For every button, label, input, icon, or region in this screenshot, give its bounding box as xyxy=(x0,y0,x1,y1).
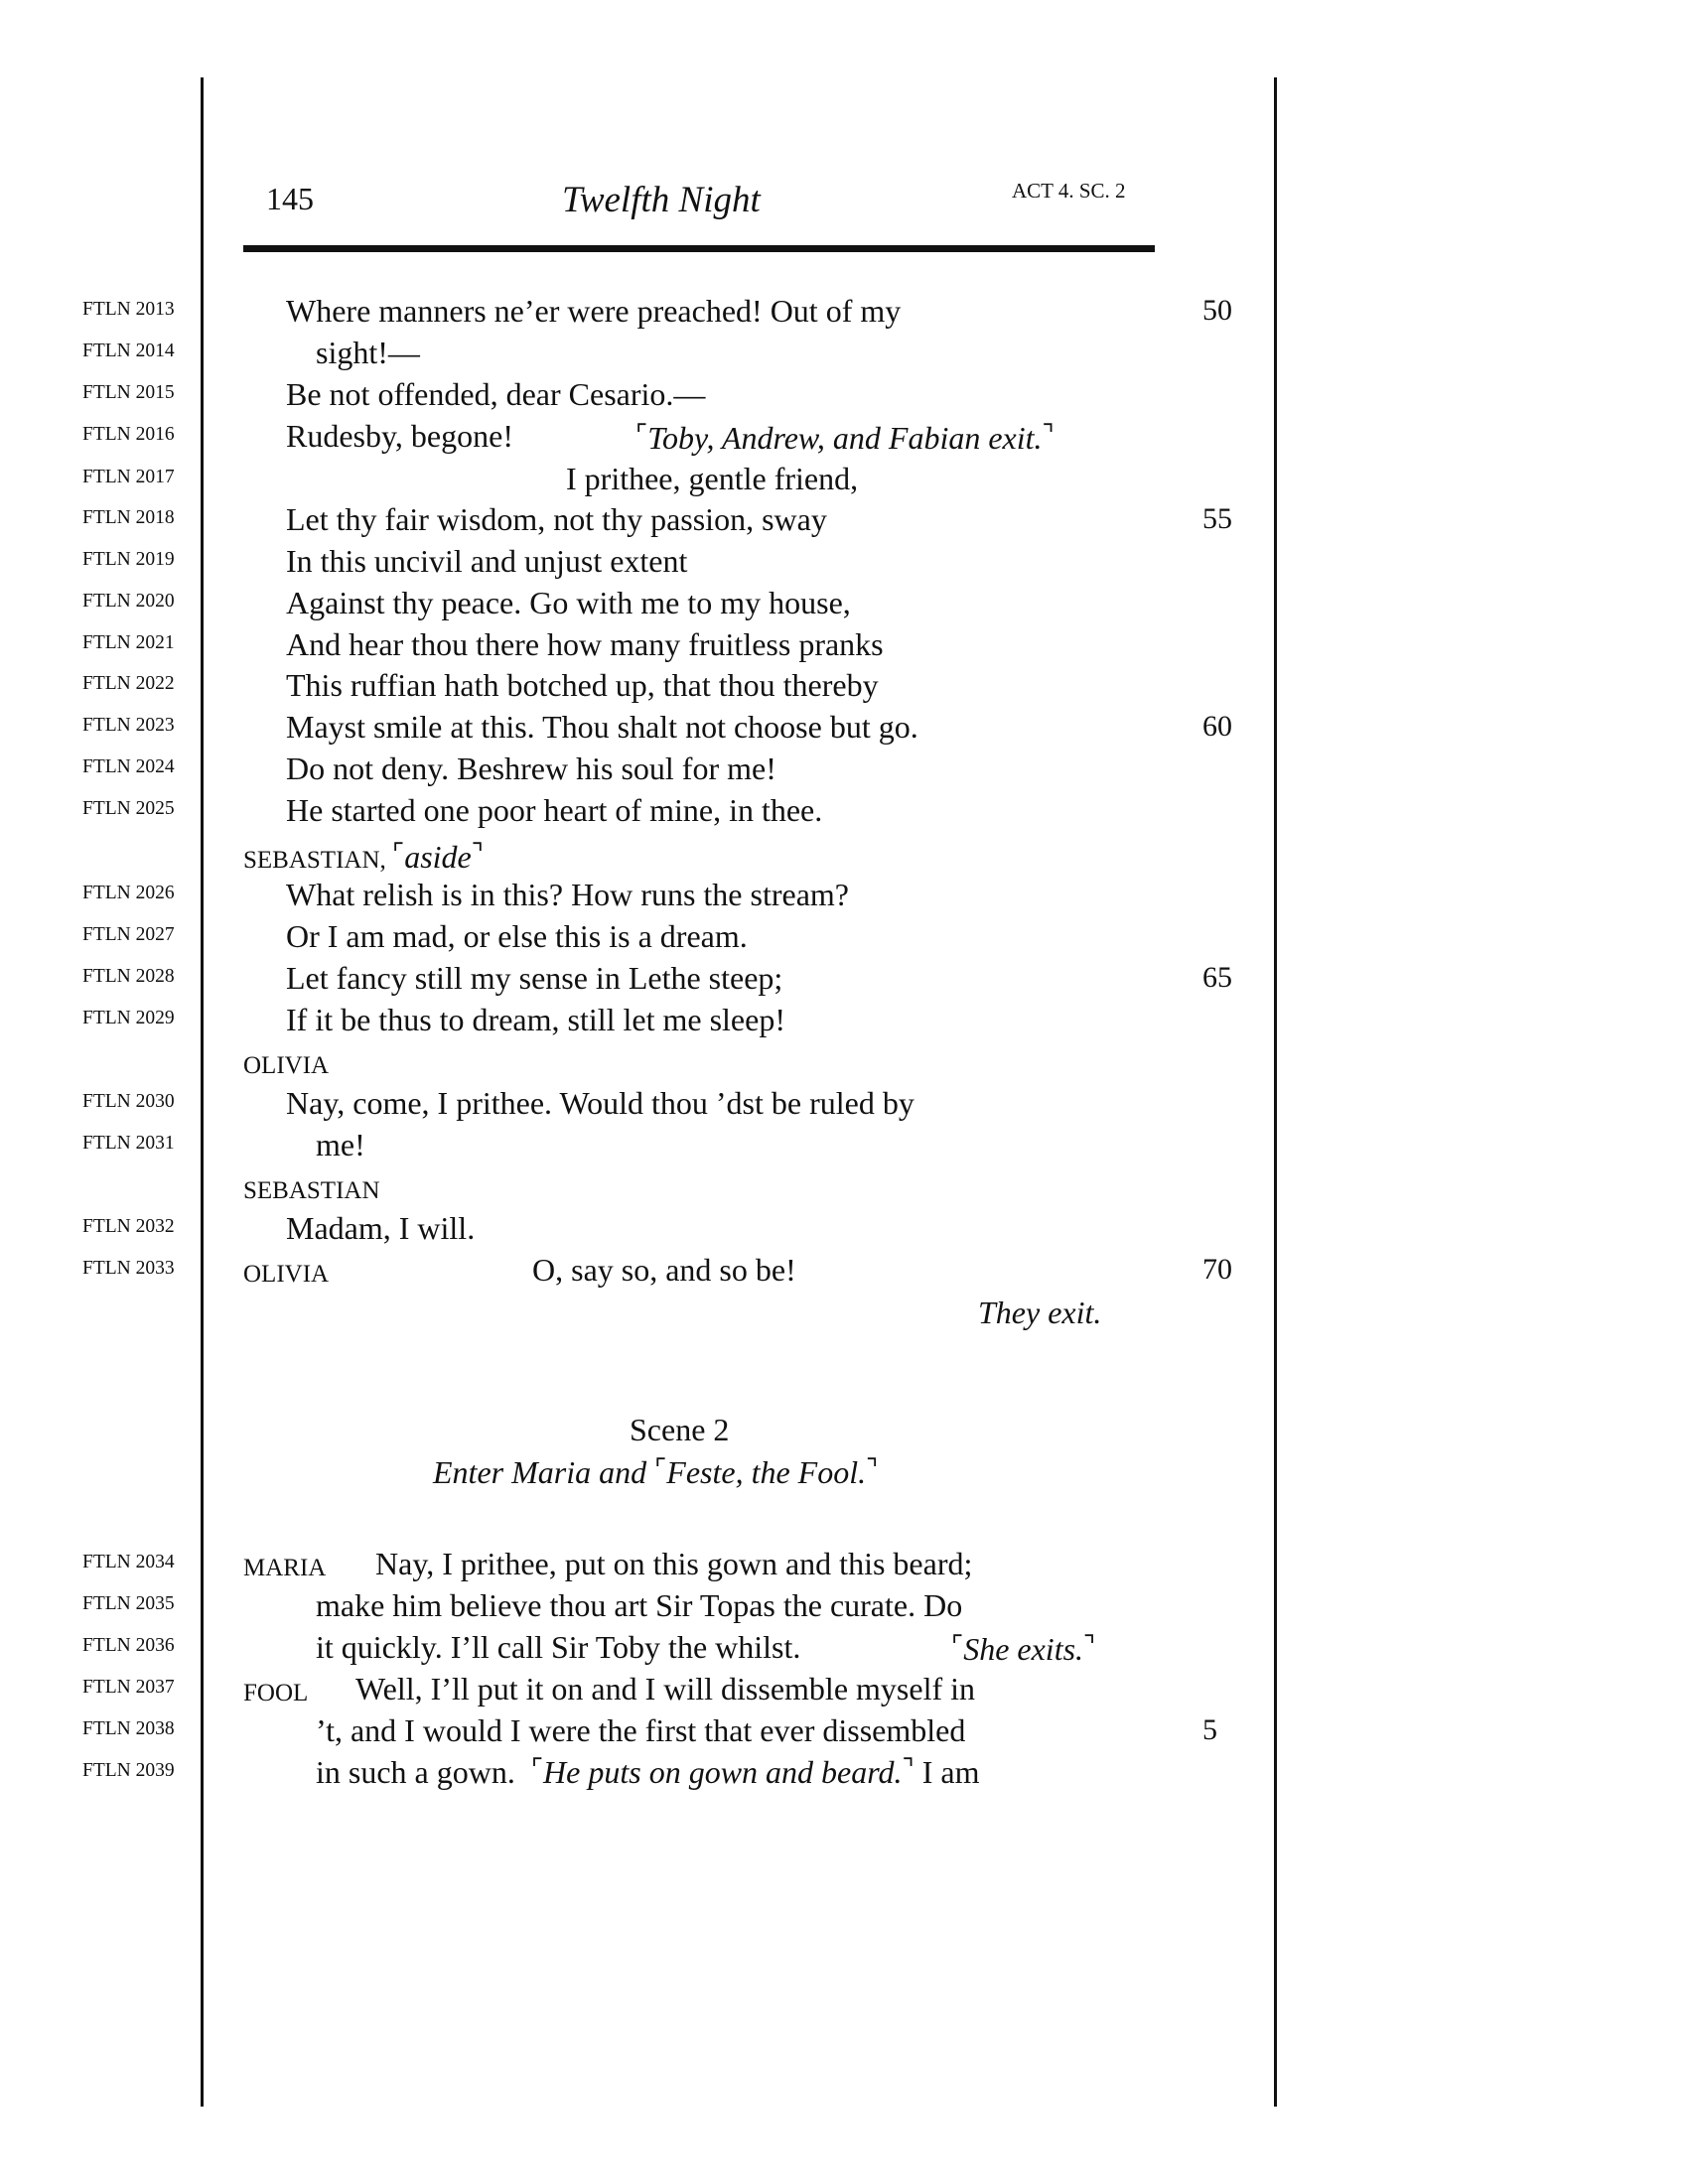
verse-line: sight!— xyxy=(316,335,420,370)
line-number: 65 xyxy=(1202,961,1232,994)
prose-line: it quickly. I’ll call Sir Toby the whilst. xyxy=(316,1629,801,1665)
ftln-label: FTLN 2032 xyxy=(82,1216,175,1237)
verse-line: Do not deny. Beshrew his soul for me! xyxy=(286,751,776,786)
bracket-close: ⌝ xyxy=(1042,420,1055,449)
verse-line: Let fancy still my sense in Lethe steep; xyxy=(286,960,783,996)
prose-line: Well, I’ll put it on and I will dissemble myself in xyxy=(355,1671,975,1706)
ftln-label: FTLN 2025 xyxy=(82,798,175,819)
ftln-label: FTLN 2020 xyxy=(82,591,175,612)
scene-heading: Scene 2 xyxy=(630,1412,730,1447)
ftln-label: FTLN 2015 xyxy=(82,382,175,403)
ftln-label: FTLN 2016 xyxy=(82,424,175,445)
left-margin-rule xyxy=(201,77,204,2107)
verse-line: What relish is in this? How runs the stream? xyxy=(286,877,849,912)
right-margin-rule xyxy=(1274,77,1277,2107)
stage-direction-exit: They exit. xyxy=(978,1295,1102,1330)
ftln-label: FTLN 2018 xyxy=(82,507,175,528)
speaker-maria: MARIA xyxy=(243,1555,327,1581)
line-number: 55 xyxy=(1202,502,1232,535)
verse-line: Or I am mad, or else this is a dream. xyxy=(286,918,748,954)
ftln-label: FTLN 2024 xyxy=(82,756,175,777)
ftln-label: FTLN 2039 xyxy=(82,1760,175,1781)
act-scene-label: ACT 4. SC. 2 xyxy=(1012,179,1126,203)
bracket-open: ⌜ xyxy=(635,420,648,449)
ftln-label: FTLN 2028 xyxy=(82,966,175,987)
ftln-label: FTLN 2036 xyxy=(82,1635,175,1656)
speaker-olivia: OLIVIA xyxy=(243,1052,330,1079)
page-number: 145 xyxy=(266,181,314,216)
verse-line: If it be thus to dream, still let me sleep! xyxy=(286,1002,785,1037)
verse-line: Nay, come, I prithee. Would thou ’dst be ruled by xyxy=(286,1085,914,1121)
verse-line: O, say so, and so be! xyxy=(532,1252,796,1288)
ftln-label: FTLN 2017 xyxy=(82,467,175,487)
verse-line: Rudesby, begone! xyxy=(286,418,513,454)
prose-line: in such a gown. ⌜He puts on gown and beard.⌝ I am xyxy=(316,1754,980,1790)
stage-direction-aside: ⌜aside⌝ xyxy=(392,839,484,875)
verse-line: And hear thou there how many fruitless pranks xyxy=(286,626,884,662)
line-number: 50 xyxy=(1202,294,1232,327)
speaker-sebastian: SEBASTIAN xyxy=(243,1177,380,1204)
verse-line: me! xyxy=(316,1127,365,1162)
speaker-sebastian: SEBASTIAN, ⌜aside⌝ xyxy=(243,839,484,875)
line-number: 70 xyxy=(1202,1253,1232,1286)
verse-line: Mayst smile at this. Thou shalt not choose but go. xyxy=(286,709,918,745)
verse-line: He started one poor heart of mine, in thee. xyxy=(286,792,823,828)
verse-line: Let thy fair wisdom, not thy passion, sway xyxy=(286,501,827,537)
stage-direction: ⌜She exits.⌝ xyxy=(951,1631,1096,1667)
prose-line: ’t, and I would I were the first that ever dissembled xyxy=(316,1712,966,1748)
verse-line: This ruffian hath botched up, that thou thereby xyxy=(286,667,879,703)
ftln-label: FTLN 2035 xyxy=(82,1593,175,1614)
stage-direction: ⌜He puts on gown and beard.⌝ xyxy=(530,1754,914,1790)
page-title: Twelfth Night xyxy=(562,180,761,220)
ftln-label: FTLN 2029 xyxy=(82,1008,175,1028)
verse-line: I prithee, gentle friend, xyxy=(566,461,859,496)
ftln-label: FTLN 2019 xyxy=(82,549,175,570)
scene-entry-direction: Enter Maria and ⌜Feste, the Fool.⌝ xyxy=(433,1454,879,1490)
verse-line: In this uncivil and unjust extent xyxy=(286,543,688,579)
prose-line: Nay, I prithee, put on this gown and this beard; xyxy=(375,1546,973,1581)
verse-line: Be not offended, dear Cesario.— xyxy=(286,376,706,412)
ftln-label: FTLN 2021 xyxy=(82,632,175,653)
stage-direction: ⌜Toby, Andrew, and Fabian exit.⌝ xyxy=(635,420,1055,456)
ftln-label: FTLN 2038 xyxy=(82,1718,175,1739)
ftln-label: FTLN 2014 xyxy=(82,341,175,361)
line-number: 5 xyxy=(1202,1713,1217,1746)
verse-line: Against thy peace. Go with me to my house, xyxy=(286,585,851,620)
speaker-fool: FOOL xyxy=(243,1680,309,1706)
verse-line: Madam, I will. xyxy=(286,1210,476,1246)
ftln-label: FTLN 2013 xyxy=(82,299,175,320)
line-number: 60 xyxy=(1202,710,1232,743)
verse-line: Where manners ne’er were preached! Out of my xyxy=(286,293,902,329)
ftln-label: FTLN 2033 xyxy=(82,1258,175,1279)
ftln-label: FTLN 2026 xyxy=(82,883,175,903)
speaker-olivia: OLIVIA xyxy=(243,1261,330,1288)
ftln-label: FTLN 2034 xyxy=(82,1552,175,1572)
header-rule xyxy=(243,245,1155,252)
prose-line: make him believe thou art Sir Topas the curate. Do xyxy=(316,1587,963,1623)
ftln-label: FTLN 2031 xyxy=(82,1133,175,1154)
ftln-label: FTLN 2023 xyxy=(82,715,175,736)
ftln-label: FTLN 2027 xyxy=(82,924,175,945)
ftln-label: FTLN 2030 xyxy=(82,1091,175,1112)
ftln-label: FTLN 2022 xyxy=(82,673,175,694)
ftln-label: FTLN 2037 xyxy=(82,1677,175,1698)
